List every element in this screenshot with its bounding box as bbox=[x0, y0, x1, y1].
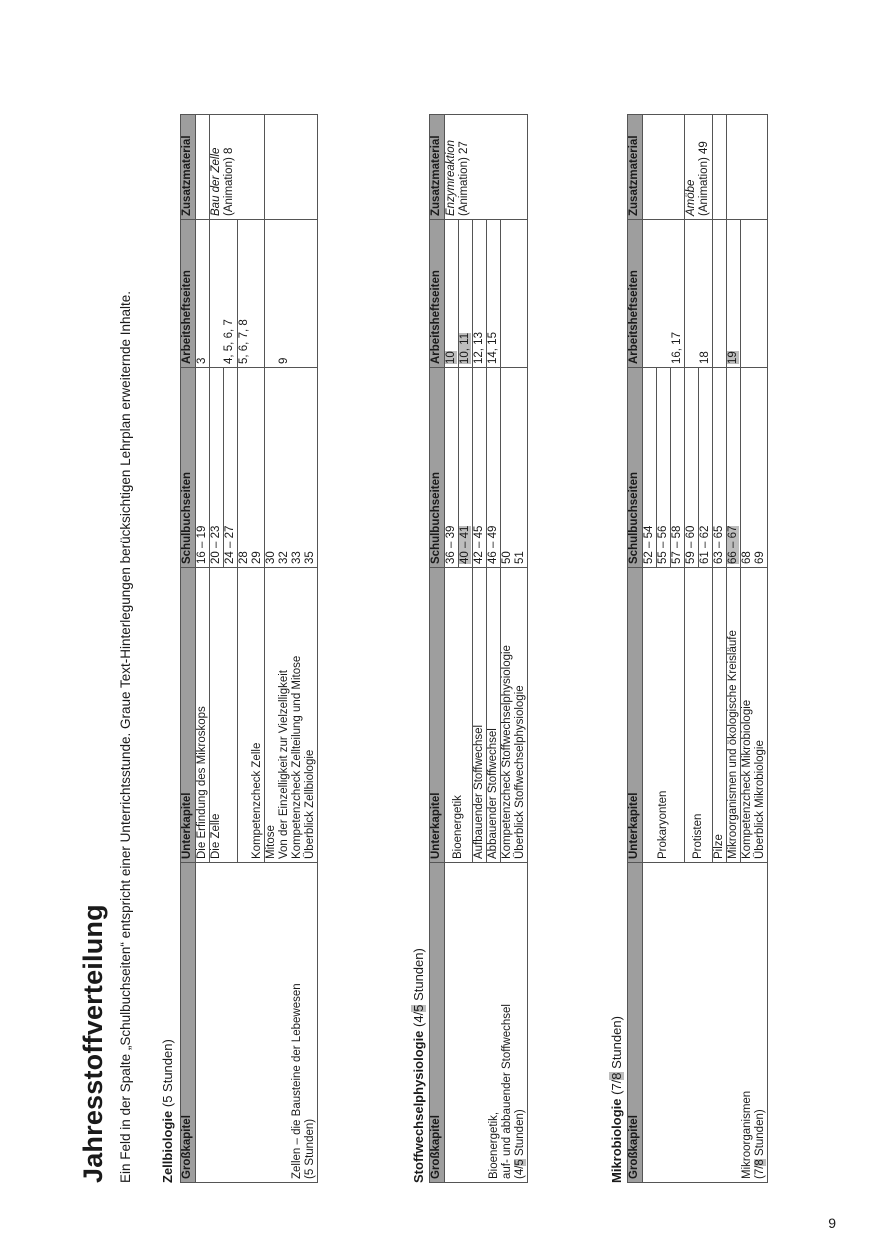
arbeitsheft-cell bbox=[501, 220, 528, 368]
schulbuch-cell: 16 – 19 bbox=[196, 368, 210, 568]
grosskapitel-hours: Stunden) bbox=[514, 1109, 526, 1160]
col-unterkapitel: Unterkapitel bbox=[430, 568, 445, 863]
col-unterkapitel: Unterkapitel bbox=[628, 568, 643, 863]
unterkapitel-cell: Kompetenzcheck Zelle bbox=[238, 568, 265, 863]
table-zellbiologie bbox=[180, 114, 318, 1183]
section-title-pre: (4/ bbox=[411, 1011, 426, 1027]
zusatz-animation-name: Enzymreaktion bbox=[445, 139, 457, 216]
col-grosskapitel: Großkapitel bbox=[430, 863, 445, 1183]
grosskapitel-text: Mikroorganismen (7/ bbox=[741, 1090, 766, 1179]
section-title-hours: (5 Stunden) bbox=[160, 1039, 175, 1108]
unterkapitel-cell: Kompetenzcheck Stoffwechselphysiologie Überblick Stoffwechselphysiologie bbox=[501, 568, 528, 863]
schulbuch-cell: 61 – 62 bbox=[699, 368, 713, 568]
section-title-highlight: 8 bbox=[609, 1072, 624, 1080]
section-title-post: Stunden) bbox=[411, 948, 426, 1005]
unterkapitel-cell: Bioenergetik bbox=[445, 568, 473, 863]
arbeitsheft-highlight: 10 bbox=[445, 351, 457, 364]
arbeitsheft-cell bbox=[741, 220, 768, 368]
schulbuch-cell: 59 – 60 bbox=[685, 368, 699, 568]
arbeitsheft-cell: 3 bbox=[196, 220, 210, 368]
arbeitsheft-cell: 16, 17 bbox=[643, 220, 685, 368]
schulbuch-cell: 46 – 49 bbox=[487, 368, 501, 568]
section-title-mikrobiologie bbox=[609, 1016, 624, 1183]
col-unterkapitel: Unterkapitel bbox=[181, 568, 196, 863]
section-title-bold: Stoffwechselphysiologie bbox=[411, 1030, 426, 1183]
schulbuch-cell bbox=[459, 368, 473, 568]
page-title: Jahresstoffverteilung bbox=[78, 904, 108, 1183]
col-schulbuchseiten: Schulbuchseiten bbox=[628, 368, 643, 568]
grosskapitel-text: Bioenergetik, auf- und abbauender Stoffwechsel (4/ bbox=[488, 1004, 526, 1179]
arbeitsheft-highlight: 10, 11 bbox=[459, 332, 471, 364]
schulbuch-cell: 55 – 56 bbox=[657, 368, 671, 568]
col-zusatzmaterial: Zusatzmaterial bbox=[430, 115, 445, 220]
schulbuch-cell: 50 51 bbox=[501, 368, 528, 568]
unterkapitel-cell: Mitose Von der Einzelligkeit zur Vielzelligkeit Kompetenzcheck Zellteilung und Mitose Überblick Zellbiologie bbox=[265, 568, 318, 863]
zusatz-cell bbox=[713, 115, 727, 220]
grosskapitel-cell bbox=[643, 863, 768, 1183]
schulbuch-cell: 52 – 54 bbox=[643, 368, 657, 568]
zusatz-cell bbox=[685, 115, 713, 220]
arbeitsheft-cell: 4, 5, 6, 7 bbox=[210, 220, 238, 368]
schulbuch-highlight: 66 – 67 bbox=[727, 525, 739, 564]
zusatz-cell bbox=[643, 115, 685, 220]
schulbuch-cell: 30 32 33 35 bbox=[265, 368, 318, 568]
col-schulbuchseiten: Schulbuchseiten bbox=[181, 368, 196, 568]
schulbuch-cell: 57 – 58 bbox=[671, 368, 685, 568]
zusatz-cell bbox=[727, 115, 768, 220]
col-zusatzmaterial: Zusatzmaterial bbox=[628, 115, 643, 220]
zusatz-cell bbox=[210, 115, 265, 220]
table-row bbox=[445, 115, 459, 1183]
arbeitsheft-cell: 5, 6, 7, 8 bbox=[238, 220, 265, 368]
schulbuch-cell: 28 29 bbox=[238, 368, 265, 568]
schulbuch-cell: 24 – 27 bbox=[224, 368, 238, 568]
section-title-bold: Zellbiologie bbox=[160, 1110, 175, 1183]
col-arbeitsheftseiten: Arbeitsheftseiten bbox=[181, 220, 196, 368]
unterkapitel-cell: Kompetenzcheck Mikrobiologie Überblick Mikrobiologie bbox=[741, 568, 768, 863]
table-header-row bbox=[628, 115, 643, 1183]
schulbuch-cell: 63 – 65 bbox=[713, 368, 727, 568]
table-header-row bbox=[181, 115, 196, 1183]
col-schulbuchseiten: Schulbuchseiten bbox=[430, 368, 445, 568]
arbeitsheft-cell: 9 bbox=[265, 220, 318, 368]
page-number: 9 bbox=[828, 1215, 836, 1231]
zusatz-animation-name: Amöbe bbox=[685, 179, 697, 216]
grosskapitel-highlight: 5 bbox=[514, 1159, 526, 1166]
unterkapitel-cell: Mikroorganismen und ökologische Kreisläufe bbox=[727, 568, 741, 863]
arbeitsheft-cell: 14, 15 bbox=[487, 220, 501, 368]
zusatz-animation-name: Bau der Zelle bbox=[210, 147, 222, 216]
grosskapitel-cell bbox=[445, 863, 528, 1183]
grosskapitel-hours: Stunden) bbox=[754, 1109, 766, 1160]
unterkapitel-cell: Pilze bbox=[713, 568, 727, 863]
schulbuch-cell: 42 – 45 bbox=[473, 368, 487, 568]
zusatz-animation-page: (Animation) 8 bbox=[223, 147, 235, 216]
table-mikrobiologie bbox=[627, 114, 768, 1183]
arbeitsheft-highlight: 19 bbox=[727, 351, 739, 364]
col-grosskapitel: Großkapitel bbox=[181, 863, 196, 1183]
intro-text: Ein Feld in der Spalte „Schulbuchseiten“ entspricht einer Unterrichtsstunde. Graue Text-Hinterlegungen berücksichtigen Lehrplan erweiternde Inhalte. bbox=[118, 290, 133, 1183]
col-arbeitsheftseiten: Arbeitsheftseiten bbox=[430, 220, 445, 368]
unterkapitel-cell: Die Erfindung des Mikroskops bbox=[196, 568, 210, 863]
grosskapitel-cell: Zellen – die Bausteine der Lebewesen (5 Stunden) bbox=[196, 863, 318, 1183]
arbeitsheft-cell bbox=[727, 220, 741, 368]
zusatz-cell bbox=[196, 115, 210, 220]
section-title-post: Stunden) bbox=[609, 1016, 624, 1073]
grosskapitel-highlight: 8 bbox=[754, 1159, 766, 1166]
table-stoffwechselphysiologie bbox=[429, 114, 528, 1183]
col-arbeitsheftseiten: Arbeitsheftseiten bbox=[628, 220, 643, 368]
section-title-highlight: 5 bbox=[411, 1004, 426, 1012]
table-row bbox=[196, 115, 210, 1183]
unterkapitel-cell: Abbauender Stoffwechsel bbox=[487, 568, 501, 863]
section-title-stoffwechsel bbox=[411, 948, 426, 1183]
schulbuch-cell: 68 69 bbox=[741, 368, 768, 568]
schulbuch-cell: 36 – 39 bbox=[445, 368, 459, 568]
unterkapitel-cell: Aufbauender Stoffwechsel bbox=[473, 568, 487, 863]
unterkapitel-cell: Protisten bbox=[685, 568, 713, 863]
unterkapitel-cell: Prokaryonten bbox=[643, 568, 685, 863]
table-row bbox=[643, 115, 657, 1183]
arbeitsheft-cell bbox=[459, 220, 473, 368]
col-zusatzmaterial: Zusatzmaterial bbox=[181, 115, 196, 220]
zusatz-cell bbox=[445, 115, 528, 220]
section-title-zellbiologie bbox=[160, 1039, 175, 1183]
arbeitsheft-cell bbox=[445, 220, 459, 368]
schulbuch-highlight: 40 – 41 bbox=[459, 525, 471, 564]
schulbuch-cell bbox=[727, 368, 741, 568]
col-grosskapitel: Großkapitel bbox=[628, 863, 643, 1183]
zusatz-animation-page: (Animation) 27 bbox=[458, 141, 470, 216]
table-header-row bbox=[430, 115, 445, 1183]
zusatz-animation-page: (Animation) 49 bbox=[698, 141, 710, 216]
arbeitsheft-cell bbox=[713, 220, 727, 368]
section-title-pre: (7/ bbox=[609, 1079, 624, 1095]
unterkapitel-cell: Die Zelle bbox=[210, 568, 238, 863]
arbeitsheft-cell: 12, 13 bbox=[473, 220, 487, 368]
zusatz-cell bbox=[265, 115, 318, 220]
schulbuch-cell: 20 – 23 bbox=[210, 368, 224, 568]
arbeitsheft-cell: 18 bbox=[685, 220, 713, 368]
section-title-bold: Mikrobiologie bbox=[609, 1098, 624, 1183]
